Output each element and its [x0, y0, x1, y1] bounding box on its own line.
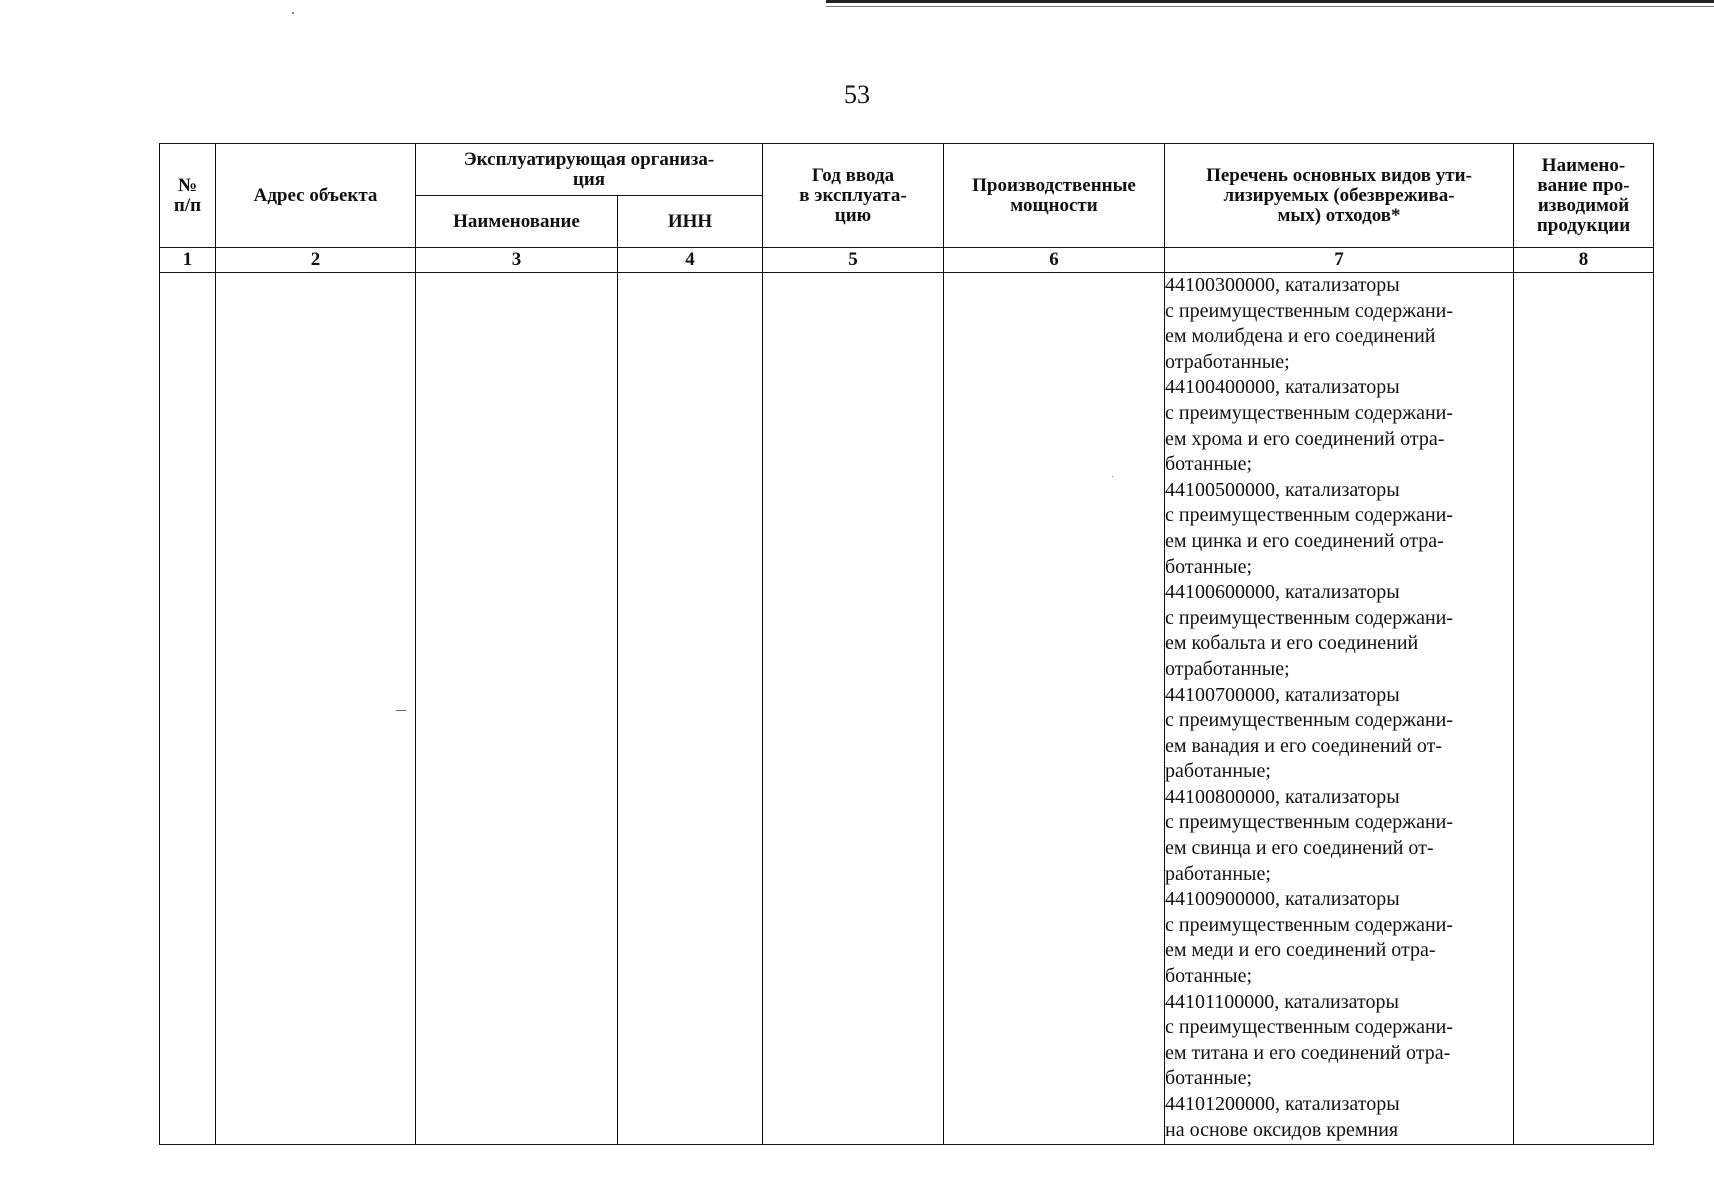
- table-row: [160, 273, 1654, 1145]
- waste-entry: 44100400000, катализаторы с преимущественным содержани- ем хрома и его соединений отра- ботанные;: [1165, 376, 1454, 476]
- cell-commissioning-year: [763, 273, 944, 1145]
- waste-entry: 44100800000, катализаторы с преимущественным содержани- ем свинца и его соединений от- работанные;: [1165, 785, 1454, 885]
- waste-entry: 44100900000, катализаторы с преимущественным содержани- ем меди и его соединений отра- ботанные;: [1165, 888, 1454, 988]
- column-number: 5: [763, 248, 944, 273]
- scan-top-edge-rule-thin: [826, 6, 1714, 7]
- column-number: 6: [944, 248, 1165, 273]
- header-org-name: Наименование: [416, 196, 618, 248]
- header-production-capacity: Производственные мощности: [944, 144, 1165, 248]
- column-number: 1: [160, 248, 216, 273]
- waste-entry: 44101100000, катализаторы с преимущественным содержани- ем титана и его соединений отра- ботанные;: [1165, 990, 1454, 1090]
- header-address: Адрес объекта: [216, 144, 416, 248]
- column-number-row: [160, 248, 1654, 273]
- scan-speck: [292, 12, 294, 14]
- waste-entry: 44100700000, катализаторы с преимущественным содержани- ем ванадия и его соединений от- работанные;: [1165, 683, 1454, 783]
- scan-top-edge-rule: [826, 0, 1714, 3]
- cell-address: [216, 273, 416, 1145]
- waste-entry: 44101200000, катализаторы на основе оксидов кремния: [1165, 1093, 1400, 1141]
- page-number: 53: [844, 80, 870, 109]
- cell-production-capacity: [944, 273, 1165, 1145]
- waste-entry: 44100500000, катализаторы с преимущественным содержани- ем цинка и его соединений отра- ботанные;: [1165, 478, 1454, 578]
- header-row-number: № п/п: [160, 144, 216, 248]
- facility-registry-table: [159, 143, 1654, 1145]
- header-inn: ИНН: [618, 196, 763, 248]
- column-number: 7: [1165, 248, 1514, 273]
- waste-entry: 44100600000, катализаторы с преимущественным содержани- ем кобальта и его соединений отработанные;: [1165, 581, 1454, 680]
- cell-org-name: [416, 273, 618, 1145]
- column-number: 3: [416, 248, 618, 273]
- cell-row-number: [160, 273, 216, 1145]
- header-product-name: Наимено- вание про- изводимой продукции: [1514, 144, 1654, 248]
- column-number: 8: [1514, 248, 1654, 273]
- header-commissioning-year: Год ввода в эксплуата- цию: [763, 144, 944, 248]
- cell-inn: [618, 273, 763, 1145]
- header-waste-types: Перечень основных видов ути- лизируемых (обезврежива- мых) отходов*: [1165, 144, 1514, 248]
- column-number: 2: [216, 248, 416, 273]
- header-operating-organization: Эксплуатирующая организа- ция: [416, 144, 763, 196]
- cell-waste-types: [1165, 273, 1514, 1145]
- waste-entry: 44100300000, катализаторы с преимущественным содержани- ем молибдена и его соединений отработанные;: [1165, 274, 1454, 373]
- column-number: 4: [618, 248, 763, 273]
- cell-product-name: [1514, 273, 1654, 1145]
- header-row-1: [160, 144, 1654, 196]
